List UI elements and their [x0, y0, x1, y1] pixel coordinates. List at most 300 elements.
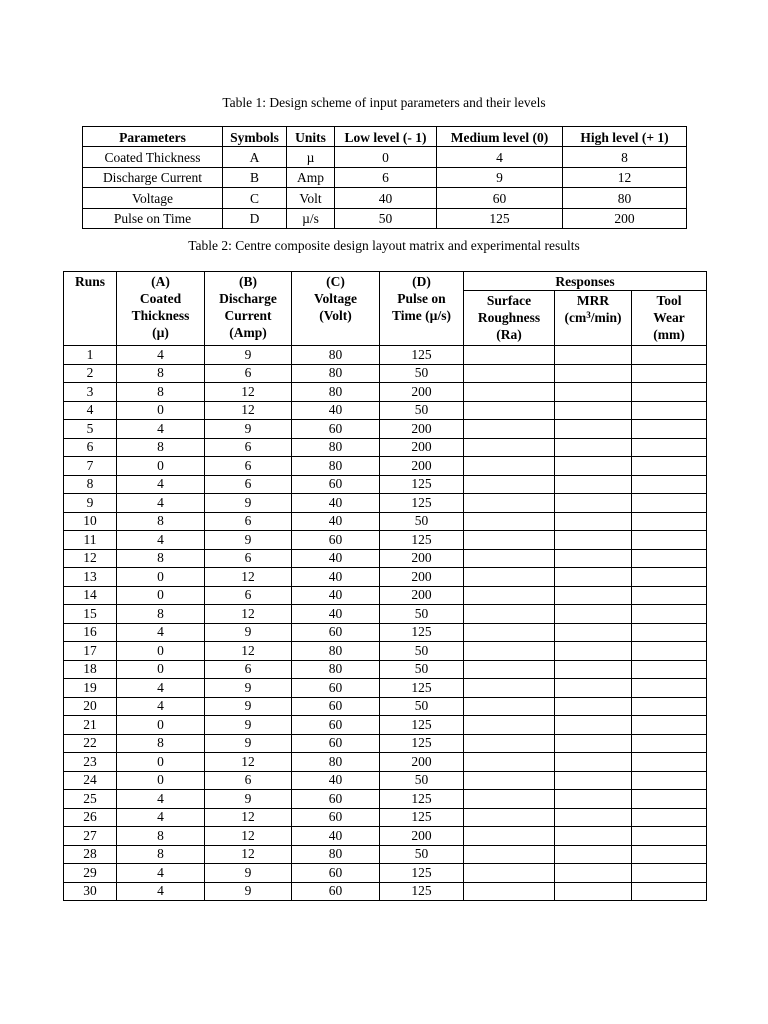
- empty-response-cell: [464, 808, 555, 827]
- table-cell: 50: [380, 660, 464, 679]
- table-cell: 6: [205, 475, 292, 494]
- table-cell: 4: [437, 147, 563, 167]
- empty-response-cell: [464, 827, 555, 846]
- table-cell: 18: [64, 660, 117, 679]
- table-cell: 12: [205, 401, 292, 420]
- unit-superscript: 3: [586, 310, 591, 320]
- empty-response-cell: [555, 623, 632, 642]
- table-cell: 0: [117, 753, 205, 772]
- table-cell: 0: [117, 457, 205, 476]
- table-cell: 12: [205, 642, 292, 661]
- pulse-on-time-header: [380, 272, 464, 346]
- empty-response-cell: [632, 716, 707, 735]
- header-line: Wear: [653, 310, 685, 325]
- table-cell: 8: [563, 147, 687, 167]
- empty-response-cell: [632, 827, 707, 846]
- table-row: [64, 531, 707, 550]
- runs-header: Runs: [64, 272, 117, 346]
- table-cell: 60: [292, 790, 380, 809]
- table-cell: 125: [380, 623, 464, 642]
- empty-response-cell: [632, 494, 707, 513]
- table-cell: 60: [292, 808, 380, 827]
- design-scheme-table: [82, 126, 687, 229]
- table-cell: 16: [64, 623, 117, 642]
- table-cell: 50: [335, 208, 437, 228]
- table-cell: µ/s: [287, 208, 335, 228]
- empty-response-cell: [464, 475, 555, 494]
- empty-response-cell: [555, 568, 632, 587]
- header-line: (B): [239, 274, 257, 289]
- table-cell: 12: [563, 167, 687, 187]
- empty-response-cell: [555, 642, 632, 661]
- table-cell: 12: [205, 753, 292, 772]
- table-cell: 60: [292, 475, 380, 494]
- table-cell: 4: [117, 346, 205, 365]
- responses-header: Responses: [464, 272, 707, 291]
- unit-text: /min): [590, 310, 622, 325]
- table-cell: 6: [64, 438, 117, 457]
- table-row: [64, 845, 707, 864]
- table-cell: 8: [117, 512, 205, 531]
- empty-response-cell: [555, 827, 632, 846]
- table-cell: 12: [64, 549, 117, 568]
- header-line: Roughness: [477, 310, 541, 325]
- table-cell: 6: [205, 438, 292, 457]
- table-row: [83, 147, 687, 167]
- empty-response-cell: [464, 364, 555, 383]
- table-cell: 4: [117, 679, 205, 698]
- table-cell: 40: [292, 401, 380, 420]
- empty-response-cell: [464, 494, 555, 513]
- table-cell: 200: [380, 383, 464, 402]
- table-cell: 200: [380, 827, 464, 846]
- table-cell: 0: [335, 147, 437, 167]
- empty-response-cell: [555, 364, 632, 383]
- table-cell: 40: [292, 586, 380, 605]
- empty-response-cell: [555, 771, 632, 790]
- empty-response-cell: [464, 623, 555, 642]
- table-cell: 200: [563, 208, 687, 228]
- empty-response-cell: [632, 623, 707, 642]
- table-row: [64, 364, 707, 383]
- table-row: [64, 438, 707, 457]
- table-cell: 125: [380, 494, 464, 513]
- table-row: [64, 623, 707, 642]
- empty-response-cell: [632, 401, 707, 420]
- table-cell: 80: [292, 660, 380, 679]
- table-cell: Coated Thickness: [83, 147, 223, 167]
- table-cell: 9: [205, 697, 292, 716]
- empty-response-cell: [464, 660, 555, 679]
- table-row: [64, 753, 707, 772]
- empty-response-cell: [464, 882, 555, 901]
- table-cell: 12: [205, 568, 292, 587]
- table-cell: 60: [292, 882, 380, 901]
- empty-response-cell: [555, 790, 632, 809]
- header-line: MRR: [576, 293, 610, 308]
- empty-response-cell: [464, 642, 555, 661]
- table-cell: 4: [64, 401, 117, 420]
- table-cell: 200: [380, 420, 464, 439]
- empty-response-cell: [555, 457, 632, 476]
- table-row: [64, 475, 707, 494]
- table1-header-cell: Units: [287, 127, 335, 147]
- table-cell: 60: [292, 697, 380, 716]
- table-cell: 22: [64, 734, 117, 753]
- empty-response-cell: [555, 383, 632, 402]
- empty-response-cell: [632, 346, 707, 365]
- empty-response-cell: [555, 753, 632, 772]
- table-cell: 0: [117, 716, 205, 735]
- empty-response-cell: [555, 660, 632, 679]
- table-cell: 125: [380, 882, 464, 901]
- table-cell: 9: [205, 716, 292, 735]
- table-row: [64, 494, 707, 513]
- table-cell: 17: [64, 642, 117, 661]
- empty-response-cell: [632, 475, 707, 494]
- table-cell: 125: [380, 864, 464, 883]
- table-row: [64, 697, 707, 716]
- table-cell: 125: [380, 808, 464, 827]
- empty-response-cell: [632, 734, 707, 753]
- header-line: (mm): [653, 327, 685, 342]
- empty-response-cell: [632, 549, 707, 568]
- unit-text: (cm: [564, 310, 587, 325]
- empty-response-cell: [555, 512, 632, 531]
- table-cell: 10: [64, 512, 117, 531]
- empty-response-cell: [555, 697, 632, 716]
- table-row: [64, 734, 707, 753]
- header-line: Tool: [656, 293, 682, 308]
- table-cell: 9: [205, 420, 292, 439]
- empty-response-cell: [632, 364, 707, 383]
- table-cell: 8: [117, 383, 205, 402]
- table-cell: 40: [292, 494, 380, 513]
- header-line: Pulse on: [397, 291, 446, 306]
- empty-response-cell: [464, 549, 555, 568]
- empty-response-cell: [632, 383, 707, 402]
- empty-response-cell: [555, 420, 632, 439]
- table-cell: 50: [380, 697, 464, 716]
- table-row: [64, 346, 707, 365]
- table-cell: 125: [380, 346, 464, 365]
- table-row: [64, 771, 707, 790]
- table1-header-cell: Low level (- 1): [335, 127, 437, 147]
- empty-response-cell: [632, 771, 707, 790]
- table-row: [64, 864, 707, 883]
- table-cell: 4: [117, 531, 205, 550]
- table-row: [64, 549, 707, 568]
- empty-response-cell: [464, 531, 555, 550]
- table-cell: Amp: [287, 167, 335, 187]
- table-cell: 0: [117, 660, 205, 679]
- table-cell: 4: [117, 697, 205, 716]
- header-line: Time (µ/s): [392, 308, 451, 323]
- table-cell: 40: [292, 549, 380, 568]
- table-cell: 11: [64, 531, 117, 550]
- table-cell: A: [223, 147, 287, 167]
- table-cell: 8: [64, 475, 117, 494]
- empty-response-cell: [464, 420, 555, 439]
- empty-response-cell: [555, 605, 632, 624]
- header-line: (Amp): [229, 325, 267, 340]
- empty-response-cell: [555, 845, 632, 864]
- table-cell: 0: [117, 401, 205, 420]
- table-cell: 9: [205, 864, 292, 883]
- table-cell: 1: [64, 346, 117, 365]
- table-cell: 125: [380, 679, 464, 698]
- header-line: Discharge: [219, 291, 277, 306]
- table-cell: 60: [292, 623, 380, 642]
- table-cell: 14: [64, 586, 117, 605]
- empty-response-cell: [464, 512, 555, 531]
- table-cell: 200: [380, 568, 464, 587]
- empty-response-cell: [555, 882, 632, 901]
- table-cell: 29: [64, 864, 117, 883]
- table-cell: 50: [380, 845, 464, 864]
- header-line: Current: [224, 308, 272, 323]
- table-cell: 80: [292, 642, 380, 661]
- empty-response-cell: [555, 586, 632, 605]
- empty-response-cell: [555, 531, 632, 550]
- empty-response-cell: [632, 808, 707, 827]
- empty-response-cell: [555, 475, 632, 494]
- table-cell: 24: [64, 771, 117, 790]
- table-row: [64, 679, 707, 698]
- table-cell: 8: [117, 605, 205, 624]
- table-cell: 50: [380, 512, 464, 531]
- empty-response-cell: [464, 605, 555, 624]
- table-cell: 50: [380, 364, 464, 383]
- table-cell: 9: [205, 790, 292, 809]
- table-cell: 50: [380, 401, 464, 420]
- empty-response-cell: [632, 586, 707, 605]
- table-cell: 80: [563, 188, 687, 208]
- table-row: [64, 586, 707, 605]
- table-cell: 6: [205, 660, 292, 679]
- table-cell: 40: [335, 188, 437, 208]
- table-cell: 30: [64, 882, 117, 901]
- table-row: [64, 660, 707, 679]
- table-cell: 60: [292, 531, 380, 550]
- table-cell: 50: [380, 771, 464, 790]
- table-cell: Volt: [287, 188, 335, 208]
- table-row: [64, 790, 707, 809]
- table1-header-cell: Symbols: [223, 127, 287, 147]
- table-cell: 0: [117, 771, 205, 790]
- empty-response-cell: [632, 531, 707, 550]
- empty-response-cell: [632, 679, 707, 698]
- empty-response-cell: [464, 457, 555, 476]
- table-cell: 80: [292, 364, 380, 383]
- table-cell: 80: [292, 438, 380, 457]
- table-cell: 8: [117, 845, 205, 864]
- table-cell: 60: [292, 420, 380, 439]
- empty-response-cell: [555, 494, 632, 513]
- table-cell: 6: [205, 586, 292, 605]
- empty-response-cell: [464, 771, 555, 790]
- empty-response-cell: [464, 346, 555, 365]
- empty-response-cell: [555, 438, 632, 457]
- table-cell: 9: [64, 494, 117, 513]
- table-cell: 4: [117, 790, 205, 809]
- empty-response-cell: [464, 753, 555, 772]
- empty-response-cell: [555, 864, 632, 883]
- table-row: [64, 383, 707, 402]
- table-cell: 40: [292, 605, 380, 624]
- table1-header-row: [83, 127, 687, 147]
- table-cell: 4: [117, 494, 205, 513]
- table-cell: B: [223, 167, 287, 187]
- table-row: [64, 716, 707, 735]
- table-row: [64, 420, 707, 439]
- table-cell: 9: [437, 167, 563, 187]
- table1-header-cell: Parameters: [83, 127, 223, 147]
- empty-response-cell: [464, 864, 555, 883]
- table-cell: Discharge Current: [83, 167, 223, 187]
- empty-response-cell: [632, 697, 707, 716]
- table-cell: 125: [380, 531, 464, 550]
- table2-caption: Table 2: Centre composite design layout matrix and experimental results: [188, 238, 580, 253]
- table-cell: 25: [64, 790, 117, 809]
- table1-header-cell: High level (+ 1): [563, 127, 687, 147]
- empty-response-cell: [464, 790, 555, 809]
- table-cell: 2: [64, 364, 117, 383]
- header-line: (Volt): [319, 308, 352, 323]
- ccd-layout-table: [63, 271, 707, 901]
- empty-response-cell: [555, 734, 632, 753]
- table-cell: 200: [380, 438, 464, 457]
- empty-response-cell: [555, 716, 632, 735]
- table-cell: 15: [64, 605, 117, 624]
- table-cell: 13: [64, 568, 117, 587]
- empty-response-cell: [464, 716, 555, 735]
- empty-response-cell: [464, 679, 555, 698]
- header-line: Surface: [486, 293, 532, 308]
- table-cell: 80: [292, 845, 380, 864]
- table-cell: 60: [292, 734, 380, 753]
- empty-response-cell: [632, 790, 707, 809]
- table-cell: 9: [205, 346, 292, 365]
- table-cell: 125: [380, 716, 464, 735]
- table-row: [64, 642, 707, 661]
- empty-response-cell: [555, 808, 632, 827]
- table-cell: 7: [64, 457, 117, 476]
- empty-response-cell: [464, 734, 555, 753]
- table-cell: 4: [117, 475, 205, 494]
- table-cell: 80: [292, 346, 380, 365]
- empty-response-cell: [632, 568, 707, 587]
- table-cell: 125: [380, 475, 464, 494]
- table-cell: 80: [292, 753, 380, 772]
- empty-response-cell: [464, 383, 555, 402]
- table1-header-cell: Medium level (0): [437, 127, 563, 147]
- empty-response-cell: [632, 864, 707, 883]
- table-cell: 9: [205, 494, 292, 513]
- table-row: [64, 401, 707, 420]
- table-cell: Pulse on Time: [83, 208, 223, 228]
- empty-response-cell: [632, 660, 707, 679]
- header-line: (µ): [152, 325, 169, 340]
- table-cell: 80: [292, 457, 380, 476]
- table-cell: 200: [380, 549, 464, 568]
- table-cell: 125: [380, 734, 464, 753]
- table-cell: 3: [64, 383, 117, 402]
- table-cell: 12: [205, 827, 292, 846]
- table-cell: 200: [380, 586, 464, 605]
- table-cell: 20: [64, 697, 117, 716]
- table-cell: 4: [117, 864, 205, 883]
- empty-response-cell: [632, 845, 707, 864]
- table-cell: 8: [117, 734, 205, 753]
- empty-response-cell: [464, 438, 555, 457]
- surface-roughness-header: [464, 291, 555, 346]
- header-line: [555, 309, 631, 326]
- table-cell: 6: [205, 771, 292, 790]
- table-cell: 12: [205, 605, 292, 624]
- table-cell: 200: [380, 753, 464, 772]
- empty-response-cell: [464, 586, 555, 605]
- header-line: (D): [412, 274, 431, 289]
- table-row: [64, 827, 707, 846]
- table-cell: 26: [64, 808, 117, 827]
- table-cell: 50: [380, 642, 464, 661]
- table-cell: 4: [117, 420, 205, 439]
- table-row: [64, 512, 707, 531]
- table-cell: 0: [117, 586, 205, 605]
- table-cell: 5: [64, 420, 117, 439]
- empty-response-cell: [464, 401, 555, 420]
- table-cell: 28: [64, 845, 117, 864]
- table-cell: 125: [380, 790, 464, 809]
- table-cell: 27: [64, 827, 117, 846]
- table-cell: 60: [292, 679, 380, 698]
- voltage-header: [292, 272, 380, 346]
- table-row: [83, 188, 687, 208]
- header-line: Thickness: [131, 308, 190, 323]
- table-row: [64, 882, 707, 901]
- empty-response-cell: [632, 438, 707, 457]
- mrr-header: [555, 291, 632, 346]
- header-line: (Ra): [496, 327, 522, 342]
- table-cell: 8: [117, 549, 205, 568]
- table-cell: 4: [117, 882, 205, 901]
- table-cell: 8: [117, 364, 205, 383]
- table-cell: 9: [205, 734, 292, 753]
- table-cell: 9: [205, 623, 292, 642]
- table-cell: 21: [64, 716, 117, 735]
- table-cell: 12: [205, 383, 292, 402]
- table-row: [64, 808, 707, 827]
- table-cell: 40: [292, 827, 380, 846]
- table2-header-row: [64, 272, 707, 291]
- table-row: [64, 605, 707, 624]
- table-row: [64, 568, 707, 587]
- table-cell: 8: [117, 438, 205, 457]
- empty-response-cell: [555, 679, 632, 698]
- table-row: [83, 167, 687, 187]
- header-line: (A): [151, 274, 170, 289]
- empty-response-cell: [555, 346, 632, 365]
- empty-response-cell: [464, 697, 555, 716]
- table-cell: C: [223, 188, 287, 208]
- table-cell: 8: [117, 827, 205, 846]
- table-cell: 60: [292, 864, 380, 883]
- table-cell: 12: [205, 808, 292, 827]
- table-cell: 125: [437, 208, 563, 228]
- table-cell: 40: [292, 771, 380, 790]
- discharge-current-header: [205, 272, 292, 346]
